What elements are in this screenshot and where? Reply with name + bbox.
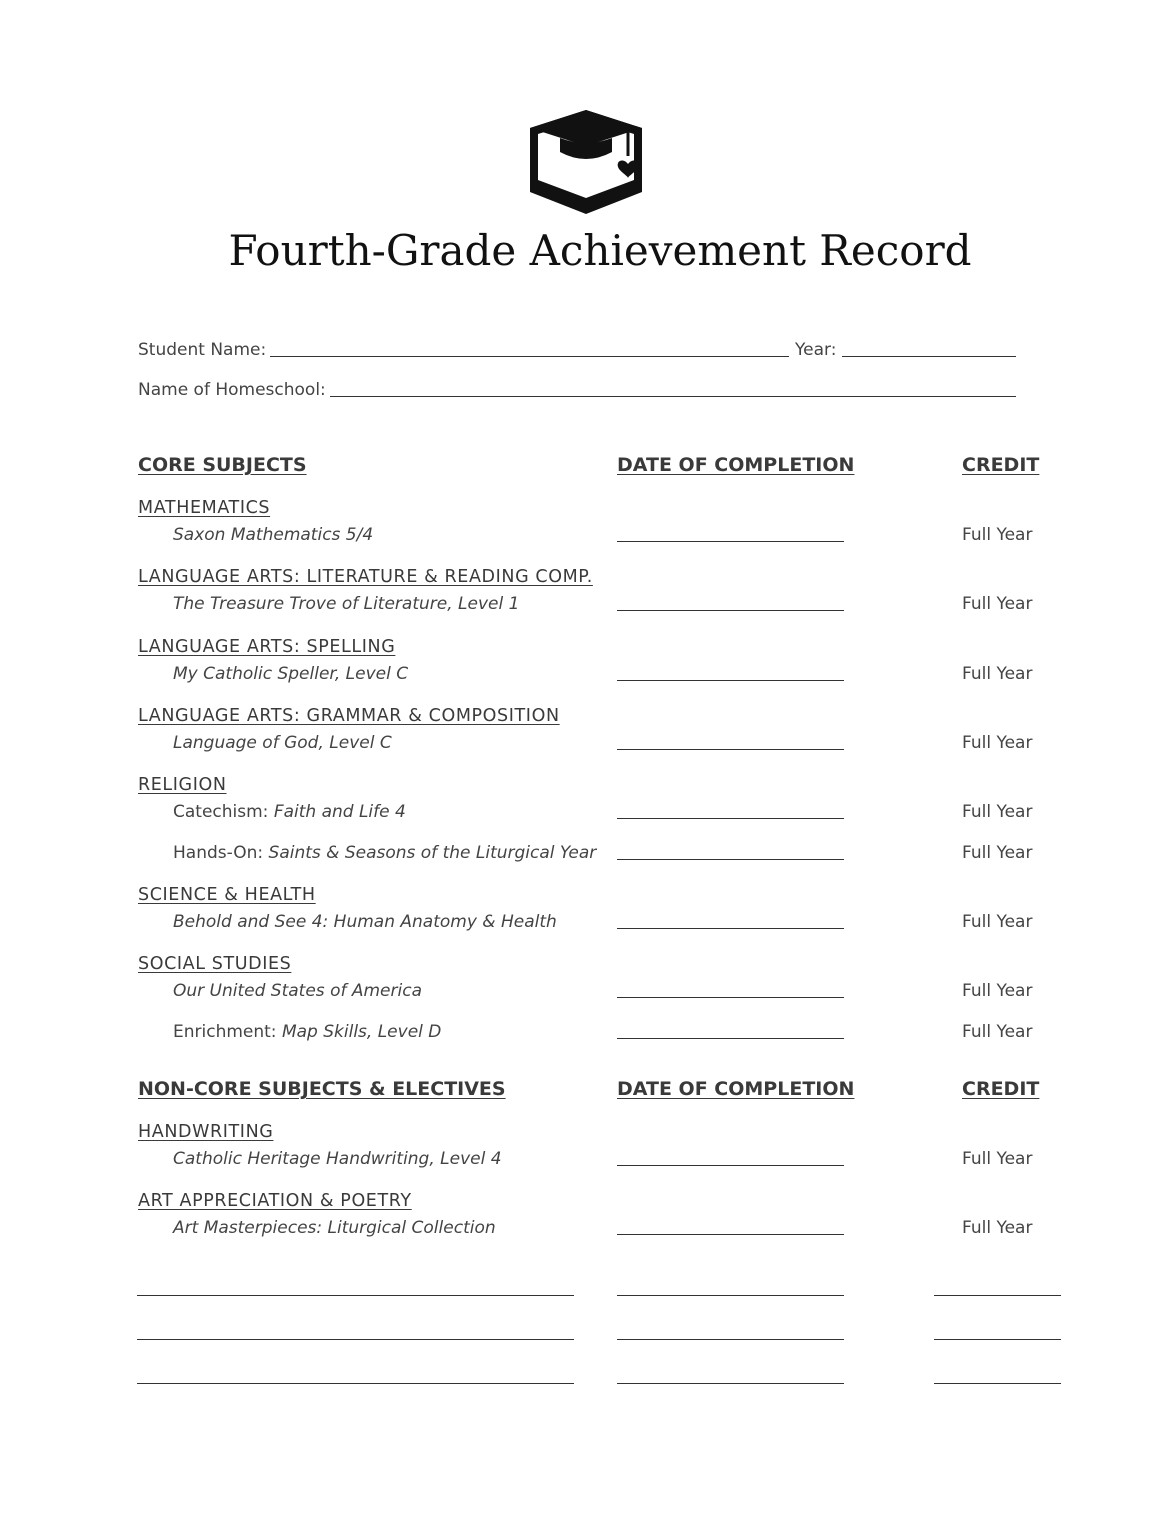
date-field[interactable] xyxy=(617,610,844,611)
date-field[interactable] xyxy=(617,749,844,750)
course-item: Saxon Mathematics 5/4 xyxy=(173,525,374,545)
blank-credit-field[interactable] xyxy=(934,1383,1061,1384)
date-field[interactable] xyxy=(617,859,844,860)
credit-value: Full Year xyxy=(962,1218,1033,1238)
credit-value: Full Year xyxy=(962,981,1033,1001)
course-item: Catechism: Faith and Life 4 xyxy=(173,802,406,822)
date-field[interactable] xyxy=(617,997,844,998)
course-item: Language of God, Level C xyxy=(173,733,392,753)
date-of-completion-header: DATE OF COMPLETION xyxy=(617,1078,855,1100)
subject-spelling: LANGUAGE ARTS: SPELLING xyxy=(138,637,396,657)
credit-value: Full Year xyxy=(962,664,1033,684)
page-title: Fourth-Grade Achievement Record xyxy=(228,226,972,275)
blank-subject-field[interactable] xyxy=(137,1383,574,1384)
subject-grammar: LANGUAGE ARTS: GRAMMAR & COMPOSITION xyxy=(138,706,560,726)
date-field[interactable] xyxy=(617,928,844,929)
credit-header: CREDIT xyxy=(962,454,1040,476)
course-item: Behold and See 4: Human Anatomy & Health xyxy=(173,912,557,932)
blank-credit-field[interactable] xyxy=(934,1339,1061,1340)
course-item: Art Masterpieces: Liturgical Collection xyxy=(173,1218,496,1238)
date-field[interactable] xyxy=(617,680,844,681)
homeschool-label: Name of Homeschool: xyxy=(138,380,326,400)
subject-religion: RELIGION xyxy=(138,775,227,795)
credit-value: Full Year xyxy=(962,1149,1033,1169)
homeschool-field[interactable] xyxy=(330,396,1016,397)
blank-date-field[interactable] xyxy=(617,1295,844,1296)
credit-value: Full Year xyxy=(962,1022,1033,1042)
subject-handwriting: HANDWRITING xyxy=(138,1122,274,1142)
subject-literature: LANGUAGE ARTS: LITERATURE & READING COMP. xyxy=(138,567,593,587)
credit-value: Full Year xyxy=(962,525,1033,545)
course-item: My Catholic Speller, Level C xyxy=(173,664,409,684)
graduation-cap-box-heart-icon xyxy=(526,108,646,216)
blank-credit-field[interactable] xyxy=(934,1295,1061,1296)
blank-subject-field[interactable] xyxy=(137,1339,574,1340)
date-field[interactable] xyxy=(617,1234,844,1235)
date-field[interactable] xyxy=(617,1038,844,1039)
course-item: Enrichment: Map Skills, Level D xyxy=(173,1022,442,1042)
credit-header: CREDIT xyxy=(962,1078,1040,1100)
core-subjects-header: CORE SUBJECTS xyxy=(138,454,307,476)
credit-value: Full Year xyxy=(962,733,1033,753)
student-name-label: Student Name: xyxy=(138,340,267,360)
course-item: Hands-On: Saints & Seasons of the Liturgical Year xyxy=(173,843,597,863)
blank-subject-field[interactable] xyxy=(137,1295,574,1296)
year-label: Year: xyxy=(795,340,837,360)
student-name-field[interactable] xyxy=(270,356,789,357)
year-field[interactable] xyxy=(842,356,1016,357)
subject-social-studies: SOCIAL STUDIES xyxy=(138,954,292,974)
course-item: Catholic Heritage Handwriting, Level 4 xyxy=(173,1149,502,1169)
date-field[interactable] xyxy=(617,541,844,542)
credit-value: Full Year xyxy=(962,912,1033,932)
date-of-completion-header: DATE OF COMPLETION xyxy=(617,454,855,476)
blank-date-field[interactable] xyxy=(617,1339,844,1340)
credit-value: Full Year xyxy=(962,594,1033,614)
subject-mathematics: MATHEMATICS xyxy=(138,498,271,518)
date-field[interactable] xyxy=(617,1165,844,1166)
course-item: Our United States of America xyxy=(173,981,422,1001)
subject-science: SCIENCE & HEALTH xyxy=(138,885,316,905)
credit-value: Full Year xyxy=(962,802,1033,822)
noncore-subjects-header: NON-CORE SUBJECTS & ELECTIVES xyxy=(138,1078,506,1100)
course-item: The Treasure Trove of Literature, Level 1 xyxy=(173,594,520,614)
date-field[interactable] xyxy=(617,818,844,819)
blank-date-field[interactable] xyxy=(617,1383,844,1384)
subject-art-poetry: ART APPRECIATION & POETRY xyxy=(138,1191,412,1211)
credit-value: Full Year xyxy=(962,843,1033,863)
